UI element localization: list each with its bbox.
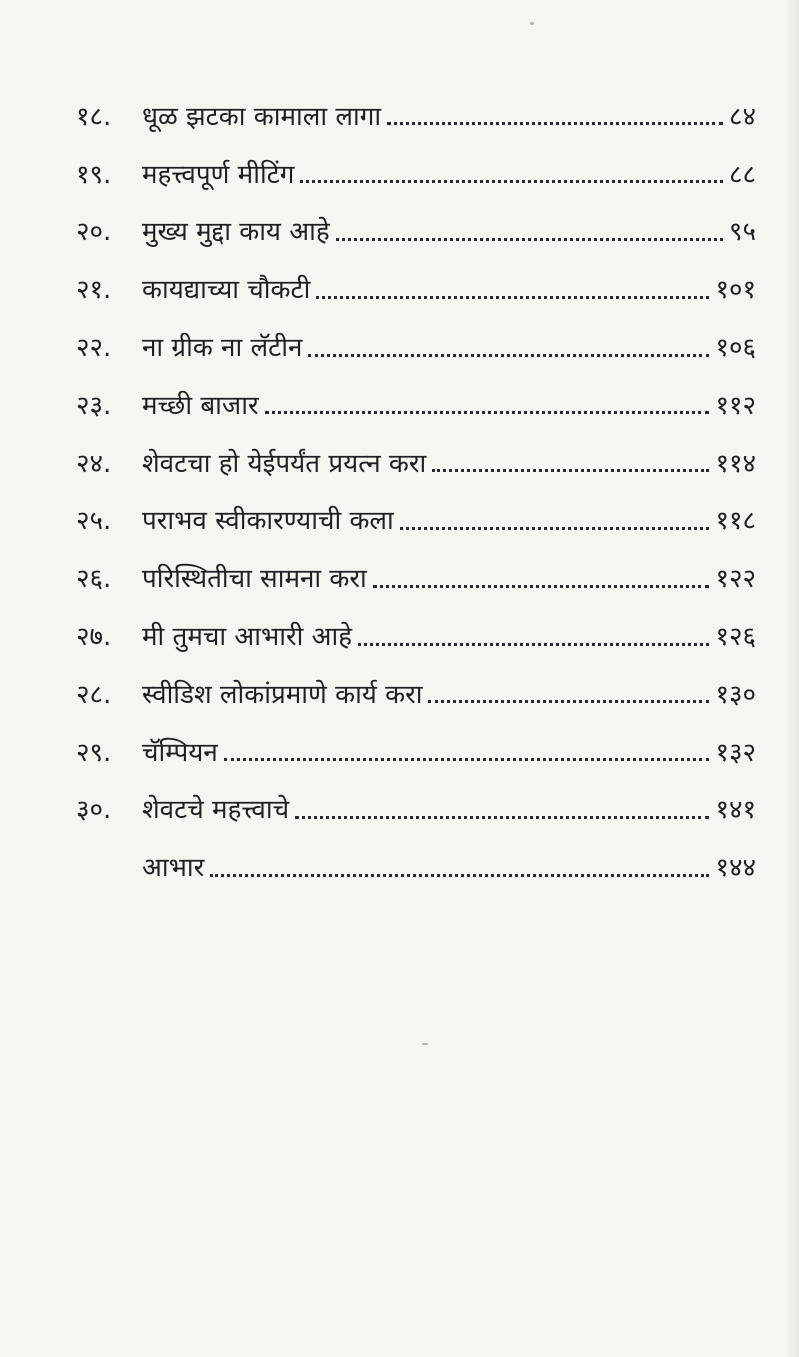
toc-entry-title: ना ग्रीक ना लॅटीन [142, 333, 303, 364]
toc-entry-page: ११८ [715, 506, 756, 537]
toc-entry-page: ११४ [715, 448, 756, 479]
dot-leader [387, 122, 723, 125]
toc-entry [76, 261, 756, 319]
toc-entry-title: मी तुमचा आभारी आहे [142, 622, 353, 653]
dot-leader [308, 354, 709, 357]
toc-entry-number: २३. [76, 390, 112, 421]
toc-entry-page: १३० [715, 679, 756, 710]
toc-entry-title: कायद्याच्या चौकटी [142, 275, 311, 306]
toc-entry-page: १०१ [715, 275, 756, 306]
dot-leader [224, 758, 710, 761]
toc-entry-number: २९. [76, 737, 112, 768]
toc-entry-number: २६. [76, 564, 112, 595]
toc-entry [76, 146, 756, 204]
dot-leader [400, 527, 710, 530]
toc-entry [76, 550, 756, 608]
dot-leader [316, 296, 709, 299]
toc-entry-title: परिस्थितीचा सामना करा [142, 564, 367, 595]
toc-entry [76, 782, 756, 840]
table-of-contents [76, 88, 756, 897]
page-edge-shadow [785, 0, 799, 1357]
toc-entry-page: १४४ [715, 853, 756, 884]
toc-entry-number: ३०. [76, 795, 112, 826]
dot-leader [210, 874, 709, 877]
toc-entry-page: ११२ [715, 390, 756, 421]
toc-entry-page: १२२ [715, 564, 756, 595]
toc-entry-page: १२६ [715, 622, 756, 653]
dot-leader [265, 411, 710, 414]
dot-leader [336, 238, 723, 241]
toc-entry-title: स्वीडिश लोकांप्रमाणे कार्य करा [142, 679, 423, 710]
toc-entry-page: १३२ [715, 737, 756, 768]
toc-entry-page: ९५ [728, 217, 756, 248]
toc-entry-title: मच्छी बाजार [142, 390, 259, 421]
toc-entry-number: २४. [76, 448, 112, 479]
toc-entry-title: पराभव स्वीकारण्याची कला [142, 506, 394, 537]
paper-speck [530, 22, 534, 25]
toc-entry [76, 435, 756, 493]
toc-entry-title: शेवटचा हो येईपर्यंत प्रयत्न करा [142, 448, 427, 479]
toc-entry-number: २५. [76, 506, 112, 537]
toc-entry-title: चॅम्पियन [142, 737, 218, 768]
dot-leader [358, 643, 709, 646]
toc-entry-title: मुख्य मुद्दा काय आहे [142, 217, 330, 248]
toc-entry-title: धूळ झटका कामाला लागा [142, 101, 382, 132]
toc-entry [76, 839, 756, 897]
toc-entry-page: १४१ [715, 795, 756, 826]
toc-entry-title: महत्त्वपूर्ण मीटिंग [142, 159, 295, 190]
toc-entry-number: २०. [76, 217, 112, 248]
toc-entry-title: आभार [142, 853, 205, 884]
toc-entry [76, 377, 756, 435]
dot-leader [432, 469, 709, 472]
toc-entry-page: ८८ [728, 159, 756, 190]
dot-leader [428, 700, 709, 703]
toc-entry [76, 608, 756, 666]
toc-entry-number: २२. [76, 333, 112, 364]
toc-entry-number: २१. [76, 275, 112, 306]
toc-entry-number: २८. [76, 679, 112, 710]
toc-entry [76, 724, 756, 782]
toc-entry-number: १९. [76, 159, 112, 190]
toc-entry [76, 666, 756, 724]
dot-leader [295, 816, 709, 819]
toc-entry-title: शेवटचे महत्त्वाचे [142, 795, 290, 826]
paper-speck [422, 1043, 428, 1045]
toc-entry [76, 204, 756, 262]
toc-entry [76, 493, 756, 551]
toc-entry-number: १८. [76, 101, 112, 132]
toc-entry-page: १०६ [715, 333, 756, 364]
dot-leader [373, 585, 710, 588]
toc-entry [76, 319, 756, 377]
toc-entry-page: ८४ [728, 101, 756, 132]
dot-leader [300, 180, 723, 183]
toc-entry-number: २७. [76, 622, 112, 653]
toc-entry [76, 88, 756, 146]
